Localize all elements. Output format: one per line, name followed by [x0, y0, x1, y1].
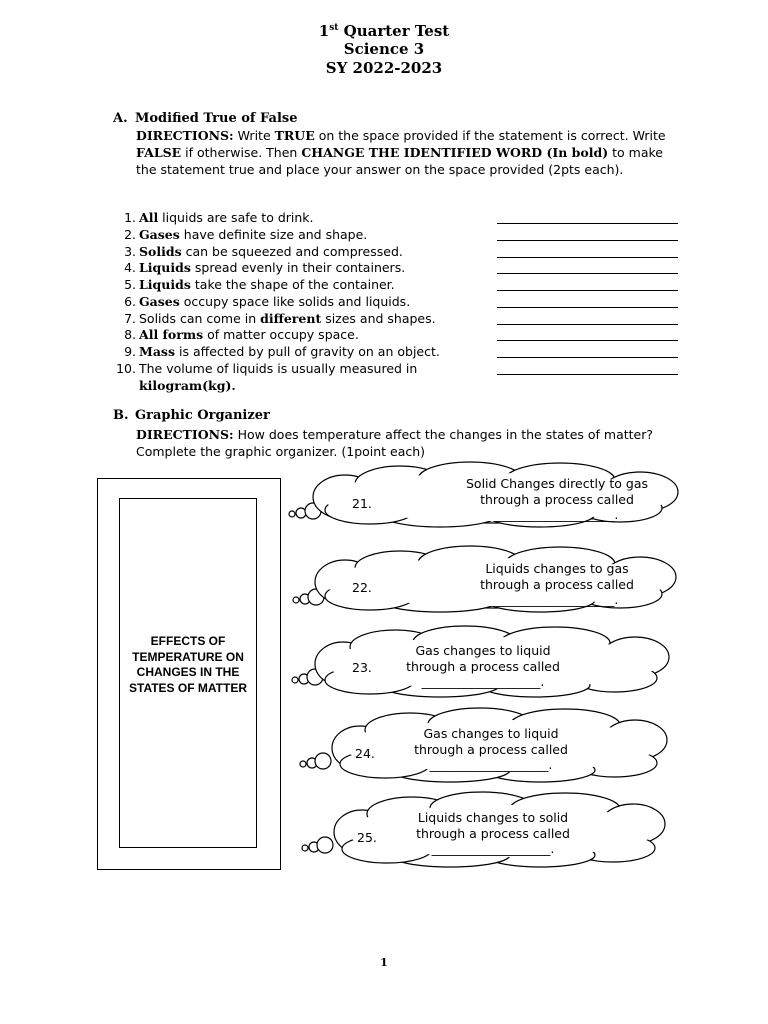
test-title: 1st Quarter Test: [318, 22, 450, 40]
question-number: 22.: [352, 580, 372, 595]
cloud-prompt-24: Gas changes to liquid through a process called ___________________.: [378, 726, 604, 773]
cloud-prompt-22: Liquids changes to gas through a process called ___________________.: [444, 561, 670, 608]
answer-blank[interactable]: [497, 273, 678, 274]
list-item: 10. The volume of liquids is usually measured in kilogram(kg).: [116, 361, 418, 393]
cloud-prompt-23: Gas changes to liquid through a process called ___________________.: [370, 643, 596, 690]
organizer-center-label: EFFECTS OF TEMPERATURE ON CHANGES IN THE STATES OF MATTER: [129, 634, 247, 695]
section-a-heading: A. Modified True of False: [113, 111, 298, 126]
answer-blank[interactable]: [497, 257, 678, 258]
answer-blank[interactable]: [497, 357, 678, 358]
answer-blank[interactable]: [497, 240, 678, 241]
section-a-directions: DIRECTIONS: Write TRUE on the space provided if the statement is correct. Write FALSE if otherwise. Then CHANGE THE IDENTIFIED WORD (In bold) to make the statement true and place your answer on the space provided (2pts each).: [136, 128, 666, 177]
list-item: 4. Liquids spread evenly in their containers.: [124, 260, 406, 275]
list-item: 8. All forms of matter occupy space.: [124, 327, 359, 342]
page-number: 1: [380, 956, 388, 969]
answer-blank[interactable]: ___________________.: [495, 592, 619, 607]
cloud-prompt-25: Liquids changes to solid through a process called ___________________.: [380, 810, 606, 857]
answer-blank[interactable]: [497, 324, 678, 325]
list-item: 6. Gases occupy space like solids and liquids.: [124, 294, 411, 309]
organizer-center-box: [119, 498, 257, 848]
question-number: 24.: [355, 746, 375, 761]
answer-blank[interactable]: ___________________.: [495, 507, 619, 522]
question-number: 23.: [352, 660, 372, 675]
answer-blank[interactable]: [497, 307, 678, 308]
list-item: 3. Solids can be squeezed and compressed.: [124, 244, 403, 259]
answer-blank[interactable]: [497, 340, 678, 341]
list-item: 7. Solids can come in different sizes and shapes.: [124, 311, 436, 326]
subject-title: Science 3: [343, 40, 425, 58]
section-b-directions: DIRECTIONS: How does temperature affect the changes in the states of matter? Complete the graphic organizer. (1point each): [136, 427, 653, 459]
answer-blank[interactable]: [497, 223, 678, 224]
answer-blank[interactable]: [497, 374, 678, 375]
question-number: 21.: [352, 496, 372, 511]
list-item: 9. Mass is affected by pull of gravity on an object.: [124, 344, 440, 359]
school-year: SY 2022-2023: [325, 59, 443, 77]
question-number: 25.: [357, 830, 377, 845]
list-item: 5. Liquids take the shape of the container.: [124, 277, 395, 292]
section-b-heading: B. Graphic Organizer: [113, 408, 270, 423]
list-item: 1. All liquids are safe to drink.: [124, 210, 314, 225]
answer-blank[interactable]: ___________________.: [429, 757, 553, 772]
list-item: 2. Gases have definite size and shape.: [124, 227, 368, 242]
organizer-outer-box: [97, 478, 281, 870]
cloud-prompt-21: Solid Changes directly to gas through a process called ___________________.: [444, 476, 670, 523]
answer-blank[interactable]: ___________________.: [421, 674, 545, 689]
answer-blank[interactable]: ___________________.: [431, 841, 555, 856]
answer-blank[interactable]: [497, 290, 678, 291]
